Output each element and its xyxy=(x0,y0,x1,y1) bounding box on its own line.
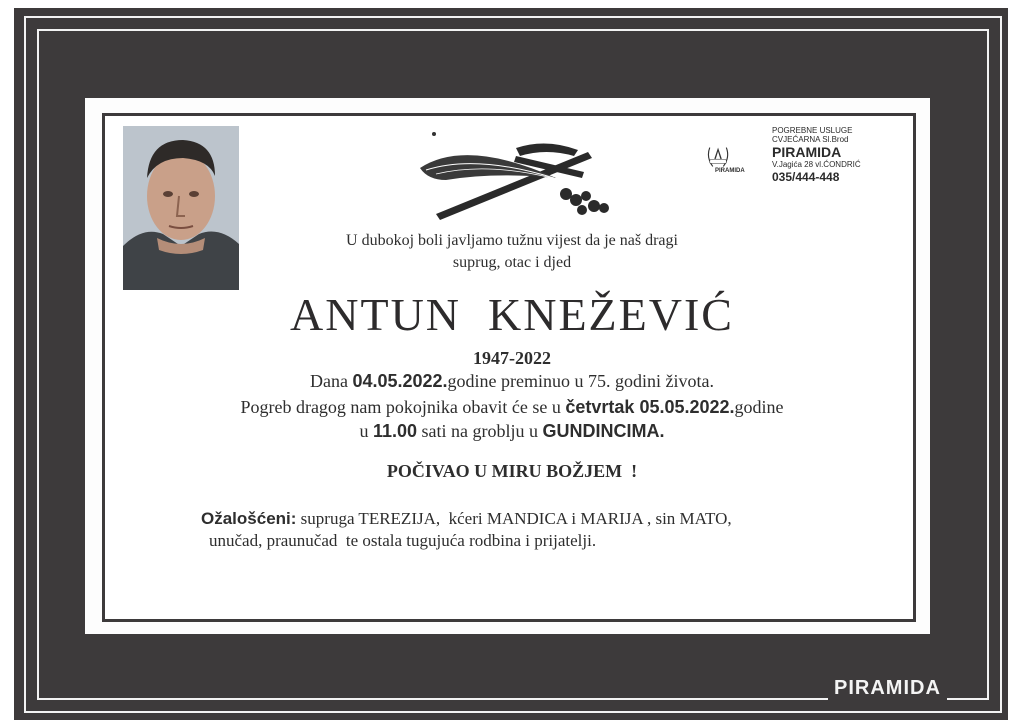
funeral-time: 11.00 xyxy=(372,421,418,441)
logo-brand: PIRAMIDA xyxy=(772,144,842,160)
footer-brand: PIRAMIDA xyxy=(828,677,947,700)
logo-badge: PIRAMIDA xyxy=(715,168,745,174)
funeral-place: GUNDINCIMA. xyxy=(542,421,665,441)
death-date-line xyxy=(0,371,1024,392)
mourners-family: supruga TEREZIJA, kćeri MANDICA i MARIJA , sin MATO, xyxy=(296,509,732,528)
logo-phone-number: 444-448 xyxy=(795,170,840,184)
funeral-date-post: godine xyxy=(734,397,784,417)
deceased-name: ANTUN KNEŽEVIĆ xyxy=(290,289,734,340)
logo-line-1: POGREBNE USLUGE xyxy=(772,126,853,135)
logo-phone-prefix: 035/ xyxy=(772,170,796,184)
funeral-date: četvrtak 05.05.2022. xyxy=(565,397,735,417)
logo-text xyxy=(772,126,861,184)
logo-line-2: CVJEĆARNA Sl.Brod xyxy=(772,135,849,144)
intro-line-2: suprug, otac i djed xyxy=(452,254,572,271)
death-date: 04.05.2022. xyxy=(352,371,448,391)
funeral-place-pre: u xyxy=(359,421,373,441)
rest-in-peace: POČIVAO U MIRU BOŽJEM ! xyxy=(386,461,638,481)
mourners-line-1 xyxy=(201,509,732,529)
piramida-logo xyxy=(706,124,770,190)
funeral-date-pre: Pogreb dragog nam pokojnika obavit će se u xyxy=(240,397,566,417)
funeral-place-mid: sati na groblju u xyxy=(417,421,543,441)
intro-line-1: U dubokoj boli javljamo tužnu vijest da je naš dragi xyxy=(346,232,678,249)
funeral-date-line xyxy=(0,397,1024,418)
logo-address: V.Jagića 28 vl.ĆONDRIĆ xyxy=(772,160,861,169)
logo-phone xyxy=(772,170,861,184)
mourners-label: Ožalošćeni: xyxy=(201,509,297,528)
cross-icon xyxy=(416,128,616,220)
mourners-line-2: unučad, praunučad te ostala tugujuća rodbina i prijatelji. xyxy=(209,531,597,550)
death-date-post: godine preminuo u 75. godini života. xyxy=(447,371,715,391)
life-years: 1947-2022 xyxy=(473,348,551,368)
funeral-place-line xyxy=(0,421,1024,442)
death-date-pre: Dana xyxy=(309,371,353,391)
